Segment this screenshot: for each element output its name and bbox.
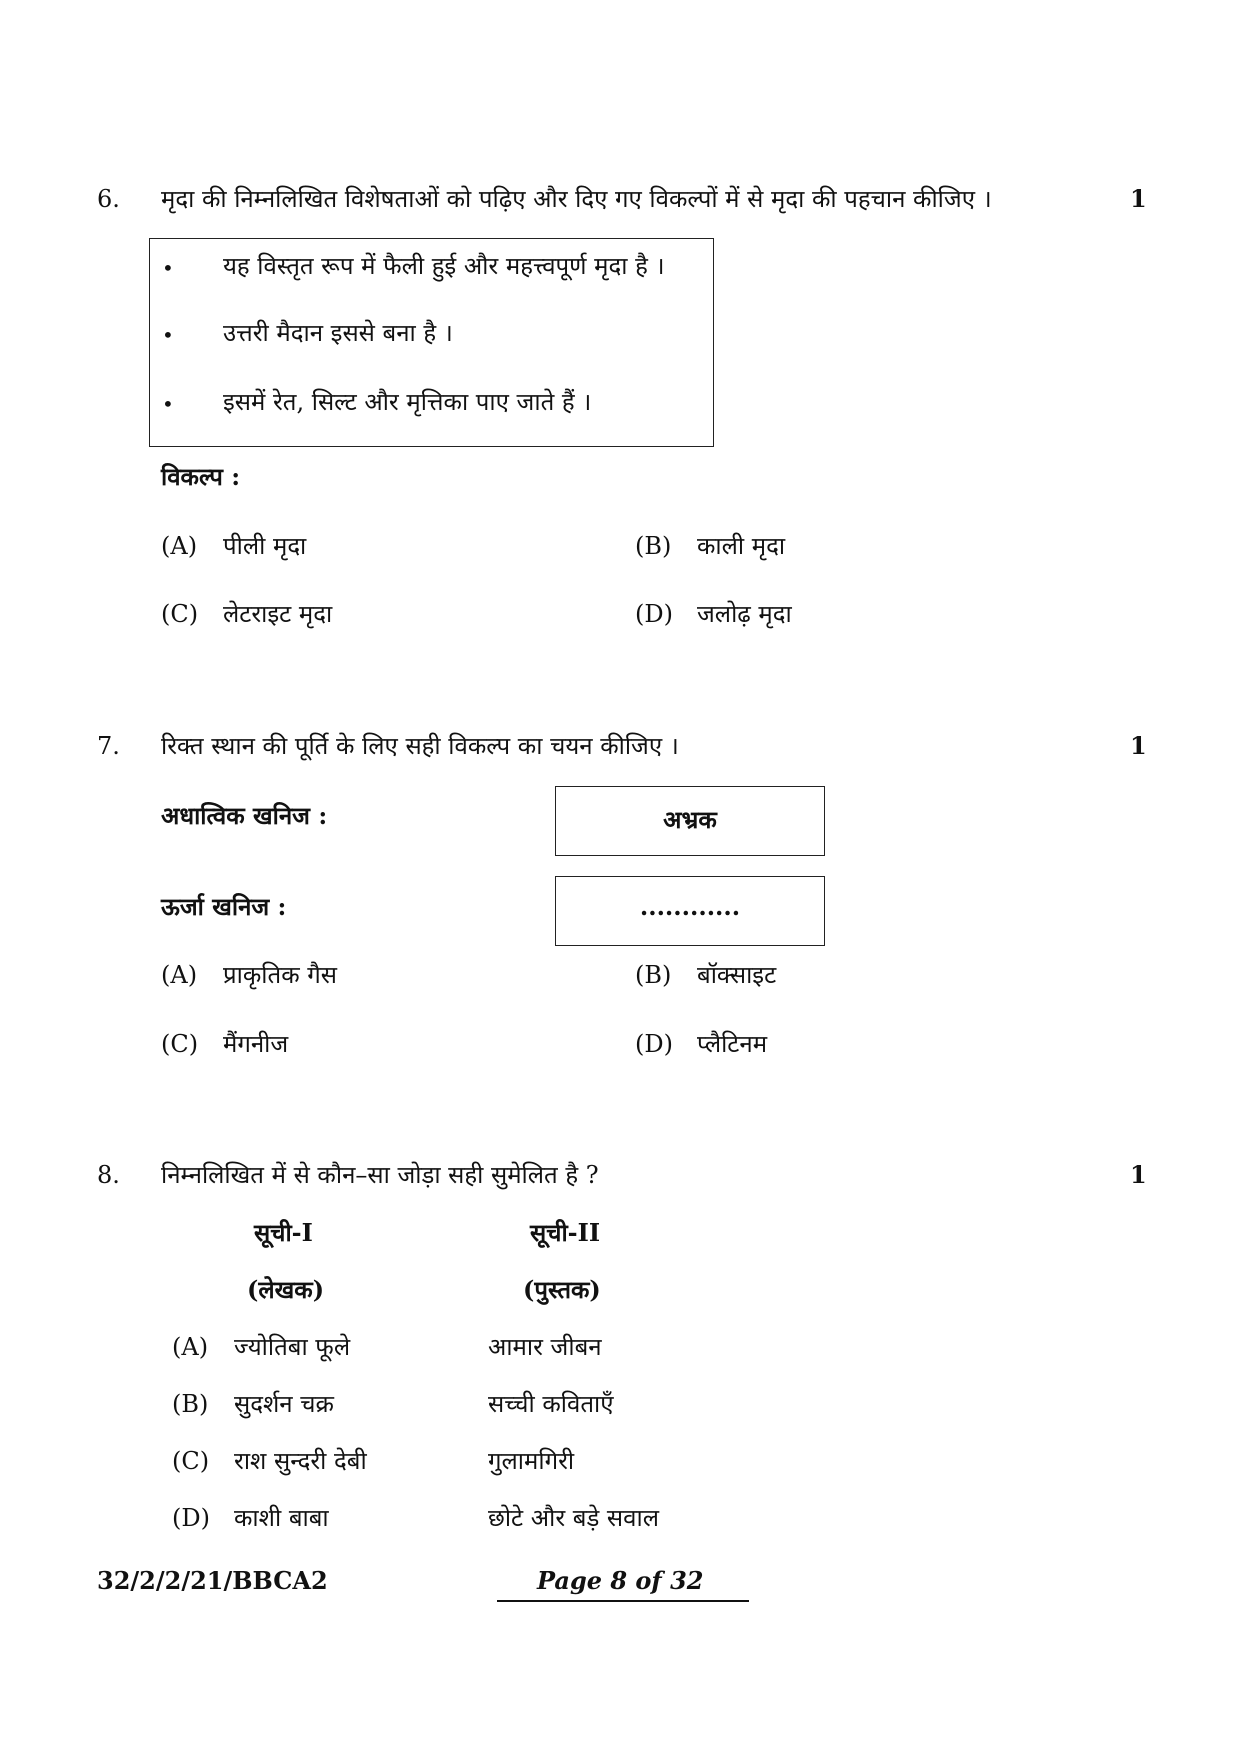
q8-row-c-book: गुलामगिरी xyxy=(488,1447,575,1475)
q7-text: रिक्त स्थान की पूर्ति के लिए सही विकल्प का चयन कीजिए । xyxy=(161,732,679,760)
q8-row-a-book: आमार जीबन xyxy=(488,1333,602,1361)
q8-col1-sub: (लेखक) xyxy=(247,1275,325,1304)
q7-row1-value: अभ्रक xyxy=(663,805,717,834)
q6-bullet-1-dot: • xyxy=(162,256,174,280)
q7-option-a-label: (A) xyxy=(161,961,198,989)
q7-row1-box xyxy=(555,786,825,856)
q7-option-c-label: (C) xyxy=(161,1030,199,1058)
q7-option-a-text: प्राकृतिक गैस xyxy=(223,961,337,989)
q6-options-heading: विकल्प : xyxy=(161,462,241,491)
q8-row-b-book: सच्ची कविताएँ xyxy=(488,1390,614,1418)
q6-text: मृदा की निम्नलिखित विशेषताओं को पढ़िए और दिए गए विकल्पों में से मृदा की पहचान कीजिए । xyxy=(161,185,992,213)
q7-option-b-label: (B) xyxy=(635,961,672,989)
q8-row-b-label: (B) xyxy=(172,1390,209,1418)
q6-option-d-label: (D) xyxy=(635,600,673,628)
q7-row2-label: ऊर्जा खनिज : xyxy=(161,892,287,921)
q7-option-b-text: बॉक्साइट xyxy=(697,961,777,989)
footer-paper-code: 32/2/2/21/BBCA2 xyxy=(97,1566,328,1595)
q6-option-b-label: (B) xyxy=(635,532,672,560)
footer-page-number: Page 8 of 32 xyxy=(537,1566,704,1595)
q6-option-b-text: काली मृदा xyxy=(697,532,786,560)
q8-row-a-label: (A) xyxy=(172,1333,209,1361)
q8-row-a-author: ज्योतिबा फूले xyxy=(234,1333,351,1361)
q8-row-d-label: (D) xyxy=(172,1504,210,1532)
q6-marks: 1 xyxy=(1130,184,1147,213)
q6-option-c-text: लेटराइट मृदा xyxy=(223,600,333,628)
q7-row1-label: अधात्विक खनिज : xyxy=(161,801,328,830)
q6-option-a-text: पीली मृदा xyxy=(223,532,307,560)
q7-option-d-text: प्लैटिनम xyxy=(697,1030,768,1058)
q7-number: 7. xyxy=(97,732,120,760)
q8-col2-header: सूची-II xyxy=(530,1218,601,1247)
q8-col2-sub: (पुस्तक) xyxy=(523,1275,601,1304)
q8-marks: 1 xyxy=(1130,1160,1147,1189)
q8-row-d-author: काशी बाबा xyxy=(234,1504,329,1532)
q6-option-a-label: (A) xyxy=(161,532,198,560)
q8-col1-header: सूची-I xyxy=(254,1218,313,1247)
footer-underline xyxy=(497,1600,749,1602)
q6-bullet-3: इसमें रेत, सिल्ट और मृत्तिका पाए जाते हैं । xyxy=(223,388,592,416)
q7-marks: 1 xyxy=(1130,731,1147,760)
q6-bullet-3-dot: • xyxy=(162,392,174,416)
q7-option-c-text: मैंगनीज xyxy=(223,1030,289,1058)
q6-option-c-label: (C) xyxy=(161,600,199,628)
q6-bullet-1: यह विस्तृत रूप में फैली हुई और महत्त्वपूर्ण मृदा है । xyxy=(223,252,665,280)
q7-row2-box xyxy=(555,876,825,946)
q7-option-d-label: (D) xyxy=(635,1030,673,1058)
q6-bullet-2: उत्तरी मैदान इससे बना है । xyxy=(223,319,453,347)
q7-row2-value: ............ xyxy=(639,892,741,921)
q8-row-b-author: सुदर्शन चक्र xyxy=(234,1390,334,1418)
q8-row-c-author: राश सुन्दरी देबी xyxy=(234,1447,367,1475)
q8-row-d-book: छोटे और बड़े सवाल xyxy=(488,1504,659,1532)
q6-bullet-2-dot: • xyxy=(162,323,174,347)
q8-row-c-label: (C) xyxy=(172,1447,210,1475)
q8-text: निम्नलिखित में से कौन–सा जोड़ा सही सुमेलित है ? xyxy=(161,1161,599,1189)
q8-number: 8. xyxy=(97,1161,120,1189)
q6-number: 6. xyxy=(97,185,120,213)
q6-option-d-text: जलोढ़ मृदा xyxy=(697,600,792,628)
